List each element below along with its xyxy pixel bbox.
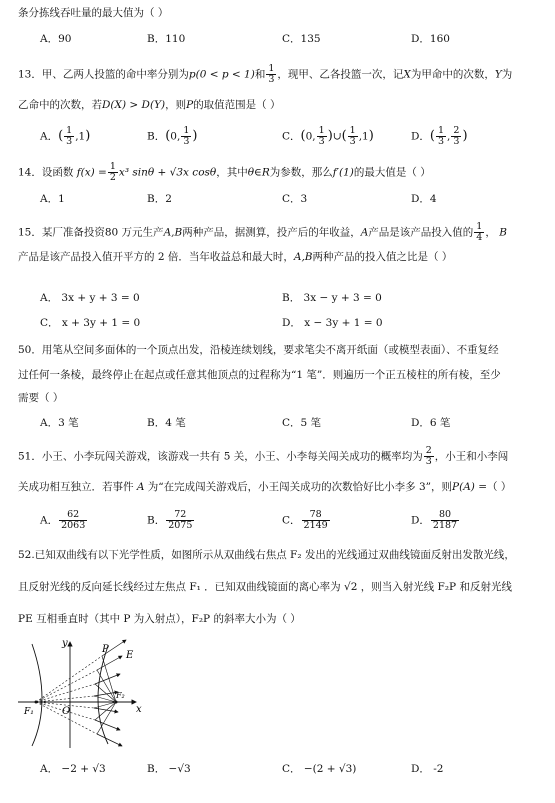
q50-option-a[interactable]: A．3 笔 [40,417,79,429]
q51-stem-line1: 51．小王、小李玩闯关游戏，该游戏一共有 5 关，小王、小李每关闯关成功的概率均为 $\frac{2}{3}$ ，小王和小李闯 [18,445,509,467]
label-y: y [62,638,68,649]
q52-option-b[interactable]: B． −√3 [147,763,191,775]
q14-stem: 14．设函数 f(x) = $\frac{1}{2}$ x³ sinθ + √3x cosθ，其中θ∈R为参数，那么f′(1)的最大值是（ ） [18,161,431,183]
q50-option-b[interactable]: B．4 笔 [147,417,186,429]
q-prev-option-b[interactable]: B．110 [147,33,186,45]
q14-option-a[interactable]: A．1 [40,193,65,205]
q13-option-c[interactable]: C．(0, $\frac{1}{3}$ )∪( $\frac{1}{3}$ ,1) [282,125,374,147]
hyperbola-left-branch [32,644,42,746]
q15-stem-line2: 产品是该产品投入值开平方的 2 倍．当年收益总和最大时，A,B两种产品的投入值之比是（ ） [18,251,453,263]
q-prev-stem: 条分拣线吞吐量的最大值为（ ） [18,7,169,19]
label-p: P [102,644,109,655]
label-e: E [126,650,134,661]
q14-option-b[interactable]: B．2 [147,193,172,205]
focus-f1 [35,701,38,704]
q15-stem-line1: 15．某厂准备投资80 万元生产A,B两种产品，据测算，投产后的年收益，A产品是该产品投入值的 $\frac{1}{4}$ ， B [18,221,507,243]
q52-option-c[interactable]: C． −(2 + √3) [282,763,357,775]
label-o: O [62,706,71,717]
focus-f2 [115,701,118,704]
q13-fraction: $\frac{1}{3}$ [268,63,275,85]
q13-option-d[interactable]: D．( $\frac{1}{3}$ , $\frac{2}{3}$ ) [411,125,468,147]
q13-stem-line2: 乙命中的次数，若D(X) > D(Y)，则P的取值范围是（ ） [18,99,281,111]
q15-option-c[interactable]: C． x + 3y + 1 = 0 [40,317,141,329]
q50-option-d[interactable]: D．6 笔 [411,417,451,429]
label-x: x [136,704,142,715]
q15-option-b[interactable]: B． 3x − y + 3 = 0 [282,292,382,304]
label-f2: F₂ [116,691,125,700]
q14-option-c[interactable]: C．3 [282,193,308,205]
q50-stem-line2: 过任何一条棱，最终停止在起点或任意其他顶点的过程称为“1 笔”．则遍历一个正五棱柱的所有棱，至少 [18,369,501,381]
q51-stem-line2: 关成功相互独立．若事件 A 为“在完成闯关游戏后，小王闯关成功的次数恰好比小李多 3”，则P(A) =（ ） [18,481,512,493]
q52-stem-line2: 且反射光线的反向延长线经过左焦点 F₁ ．已知双曲线镜面的离心率为 √2 ，则当入射光线 F₂P 和反射光线 [18,581,512,593]
reflected-extensions [36,656,102,734]
incident-rays [94,656,116,734]
q52-stem-line3: PE 互相垂直时（其中 P 为入射点），F₂P 的斜率大小为（ ） [18,613,301,625]
q51-option-a[interactable]: A． $\frac{62}{2063}$ [40,509,86,531]
q15-option-a[interactable]: A． 3x + y + 3 = 0 [40,292,140,304]
q14-option-d[interactable]: D．4 [411,193,437,205]
q-prev-option-d[interactable]: D．160 [411,33,450,45]
q51-option-c[interactable]: C． $\frac{78}{2149}$ [282,509,328,531]
q13-stem-line1: 13．甲、乙两人投篮的命中率分别为p(0 < p < 1)和 $\frac{1}{3}$ ，现甲、乙各投篮一次，记X为甲命中的次数，Y为 [18,63,513,85]
q50-stem-line1: 50．用笔从空间多面体的一个顶点出发，沿棱连续划线，要求笔尖不离开纸面（或模型表面）、不重复经 [18,344,499,356]
q52-option-a[interactable]: A． −2 + √3 [40,763,106,775]
hyperbola-figure [18,636,158,748]
label-f1: F₁ [24,707,34,717]
q51-option-b[interactable]: B． $\frac{72}{2075}$ [147,509,193,531]
q52-stem-line1: 52.已知双曲线有以下光学性质，如图所示从双曲线右焦点 F₂ 发出的光线通过双曲线镜面反射出发散光线， [18,549,515,561]
q52-option-d[interactable]: D． -2 [411,763,444,775]
q51-option-d[interactable]: D． $\frac{80}{2187}$ [411,509,458,531]
q13-option-a[interactable]: A．( $\frac{1}{3}$ ,1) [40,125,91,147]
q50-option-c[interactable]: C．5 笔 [282,417,322,429]
q50-stem-line3: 需要（ ） [18,392,64,404]
q13-option-b[interactable]: B．(0, $\frac{1}{3}$ ) [147,125,198,147]
q-prev-option-c[interactable]: C．135 [282,33,321,45]
q15-option-d[interactable]: D． x − 3y + 1 = 0 [282,317,383,329]
q-prev-option-a[interactable]: A．90 [40,33,72,45]
